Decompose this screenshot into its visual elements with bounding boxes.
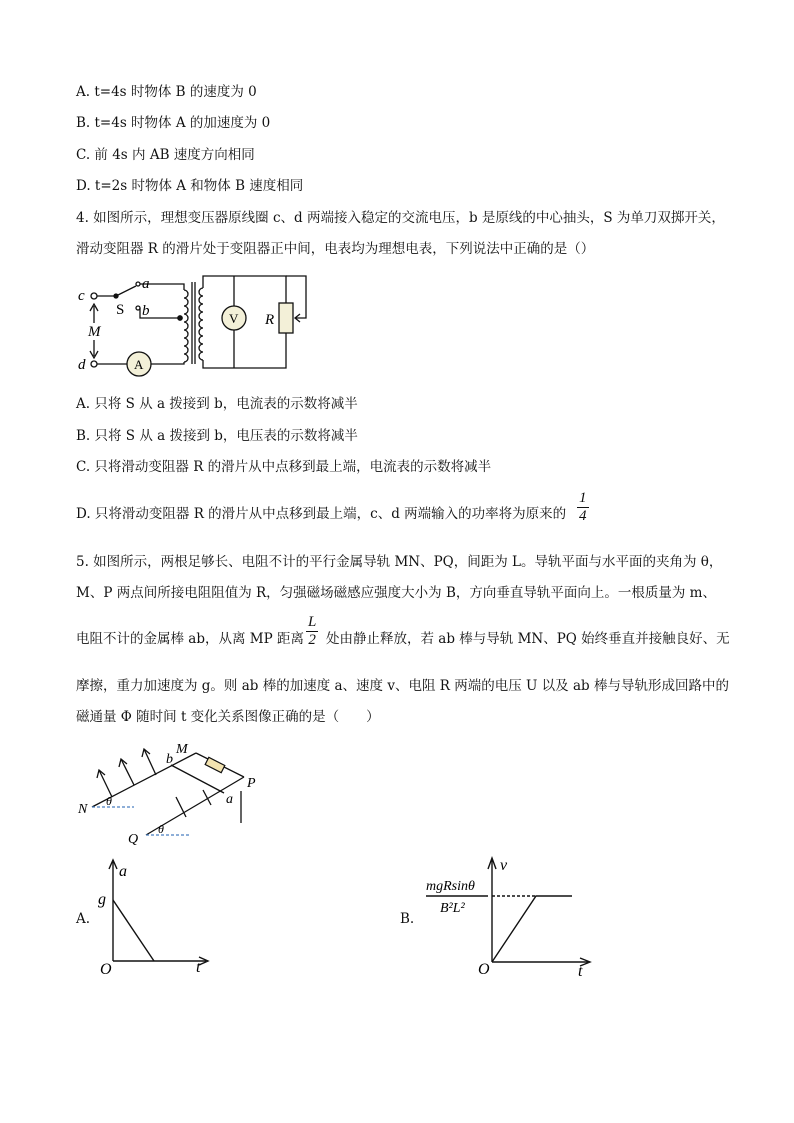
q3-option-b: B. t=4s 时物体 A 的加速度为 0 xyxy=(76,115,271,131)
q4-option-a: A. 只将 S 从 a 拨接到 b，电流表的示数将减半 xyxy=(76,396,358,412)
rail-label-theta2: θ xyxy=(158,822,164,836)
circuit-label-m: M xyxy=(88,324,101,340)
circuit-label-c: c xyxy=(78,288,85,304)
ammeter-label: A xyxy=(134,357,144,372)
resistor-label: R xyxy=(265,312,275,328)
graph-b-level-denominator: B²L² xyxy=(440,901,465,916)
q5-fraction xyxy=(306,614,318,649)
graph-a-option-label: A. xyxy=(76,911,91,927)
circuit-label-a: a xyxy=(142,276,150,292)
q5-line3-pre: 电阻不计的金属棒 ab，从离 MP 距离 xyxy=(76,631,304,647)
graph-b-y-axis: v xyxy=(500,857,508,874)
circuit-label-s: S xyxy=(116,302,125,318)
q4-option-b: B. 只将 S 从 a 拨接到 b，电压表的示数将减半 xyxy=(76,428,358,444)
fraction-numerator: 1 xyxy=(579,490,587,506)
graph-a-intercept: g xyxy=(98,891,106,908)
q4-option-c: C. 只将滑动变阻器 R 的滑片从中点移到最上端，电流表的示数将减半 xyxy=(76,459,492,475)
rail-label-n: N xyxy=(78,802,88,817)
rail-label-m: M xyxy=(176,742,188,757)
circuit-label-d: d xyxy=(78,357,86,373)
q5-line5: 磁通量 Φ 随时间 t 变化关系图像正确的是（ ） xyxy=(76,709,380,725)
q5-rails-diagram xyxy=(76,735,276,850)
graph-b xyxy=(420,852,600,980)
rail-label-theta1: θ xyxy=(106,794,112,808)
q4-stem-line1: 4. 如图所示，理想变压器原线圈 c、d 两端接入稳定的交流电压，b 是原线的中心抽头，S 为单刀双掷开关， xyxy=(76,210,725,226)
graph-b-origin: O xyxy=(478,961,490,978)
rail-label-q: Q xyxy=(128,832,139,847)
graph-a xyxy=(96,856,216,976)
rail-label-p: P xyxy=(247,776,256,791)
graph-b-x-axis: t xyxy=(578,963,583,980)
q5-line4: 摩擦，重力加速度为 g。则 ab 棒的加速度 a、速度 v、电阻 R 两端的电压 U 以及 ab 棒与导轨形成回路中的 xyxy=(76,678,729,694)
q3-option-c: C. 前 4s 内 AB 速度方向相同 xyxy=(76,147,255,163)
rail-label-a: a xyxy=(226,792,233,807)
fraction-numerator: L xyxy=(308,614,317,630)
q5-line3-post: 处由静止释放，若 ab 棒与导轨 MN、PQ 始终垂直并接触良好、无 xyxy=(326,631,730,647)
graph-a-y-axis: a xyxy=(119,863,127,880)
rail-label-b: b xyxy=(166,752,173,767)
graph-a-origin: O xyxy=(100,961,112,976)
fraction-denominator: 4 xyxy=(579,508,587,524)
q4-stem-line2: 滑动变阻器 R 的滑片处于变阻器正中间，电表均为理想电表，下列说法中正确的是（） xyxy=(76,241,595,257)
graph-b-level-numerator: mgRsinθ xyxy=(426,879,475,894)
q4-option-d: D. 只将滑动变阻器 R 的滑片从中点移到最上端，c、d 两端输入的功率将为原来的 xyxy=(76,506,567,522)
voltmeter-label: V xyxy=(229,311,239,326)
q4-circuit-diagram xyxy=(76,268,336,378)
graph-a-x-axis: t xyxy=(196,959,201,976)
graph-b-option-label: B. xyxy=(400,911,415,927)
q5-line1: 5. 如图所示，两根足够长、电阻不计的平行金属导轨 MN、PQ，间距为 L。导轨平面与水平面的夹角为 θ， xyxy=(76,554,723,570)
circuit-label-b: b xyxy=(142,303,150,319)
q4-option-d-fraction xyxy=(577,490,589,525)
q3-option-d: D. t=2s 时物体 A 和物体 B 速度相同 xyxy=(76,178,304,194)
q3-option-a: A. t=4s 时物体 B 的速度为 0 xyxy=(76,84,257,100)
rail-resistor xyxy=(205,757,225,772)
fraction-denominator: 2 xyxy=(308,632,316,648)
q5-line2: M、P 两点间所接电阻阻值为 R，匀强磁场磁感应强度大小为 B，方向垂直导轨平面向上。一根质量为 m、 xyxy=(76,585,716,601)
